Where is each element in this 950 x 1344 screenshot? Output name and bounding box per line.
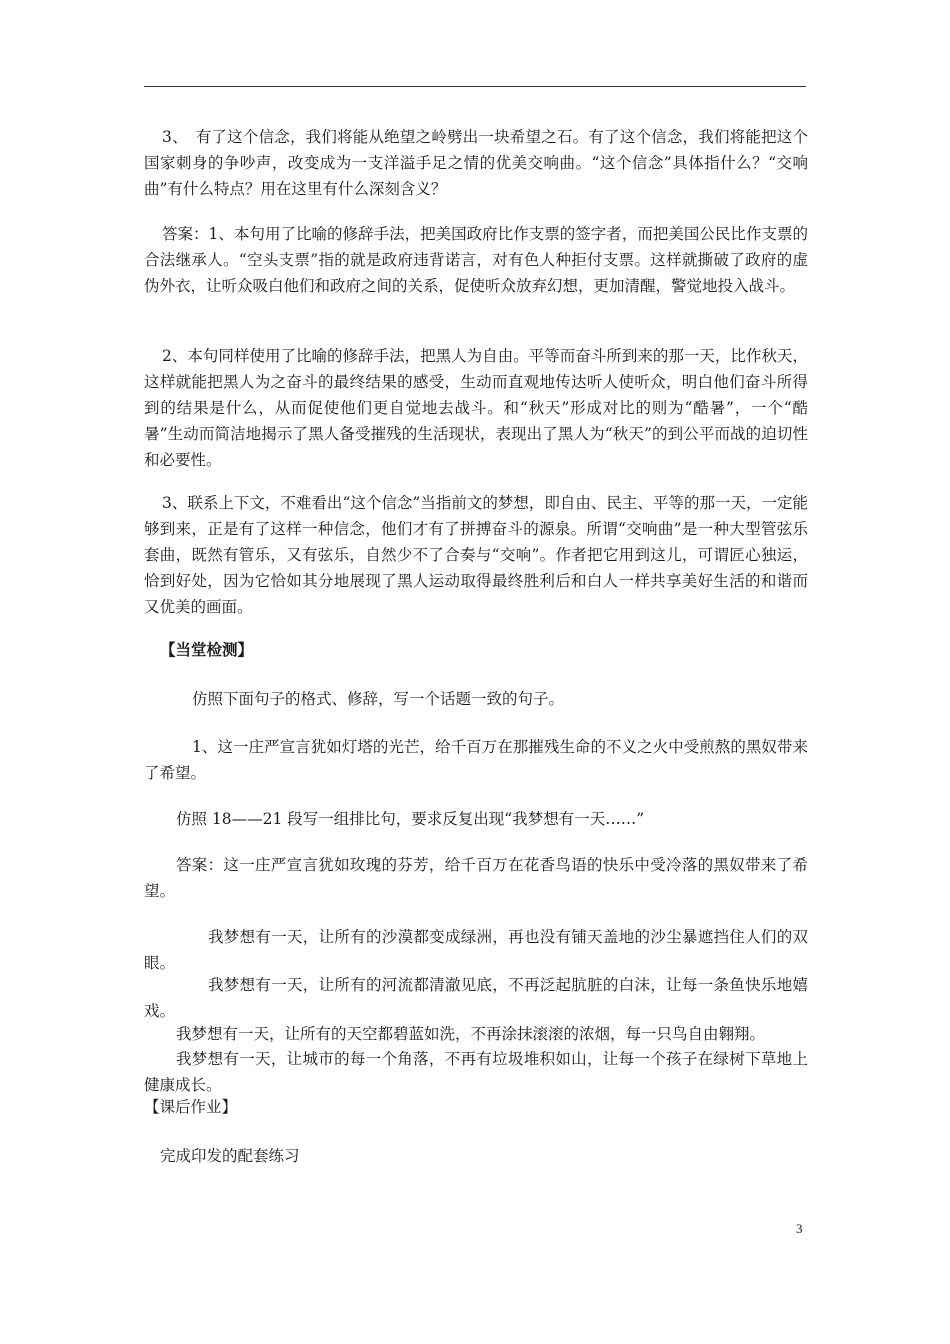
section-heading-check: 【当堂检测】 — [160, 640, 254, 659]
answer-sentence: 答案：这一庄严宣言犹如玫瑰的芬芳，给千百万在花香鸟语的快乐中受冷落的黑奴带来了希望。 — [144, 856, 808, 900]
homework-text: 完成印发的配套练习 — [160, 1147, 300, 1165]
example-sentence: 1、这一庄严宣言犹如灯塔的光芒，给千百万在那摧残生命的不义之火中受煎熬的黑奴带来了希望。 — [144, 738, 808, 782]
answer-1: 答案：1、本句用了比喻的修辞手法，把美国政府比作支票的签字者，而把美国公民比作支票的合法继承人。“空头支票”指的就是政府违背诺言，对有色人种拒付支票。这样就撕破了政府的虚伪外衣，让听众吸白他们和政府之间的关系，促使听众放弃幻想，更加清醒，警觉地投入战斗。 — [144, 225, 808, 295]
header-rule — [144, 86, 806, 87]
dream-sentence-1: 我梦想有一天，让所有的沙漠都变成绿洲，再也没有铺天盖地的沙尘暴遮挡住人们的双眼。 — [144, 928, 808, 972]
dream-sentence-2: 我梦想有一天，让所有的河流都清澈见底，不再泛起肮脏的白沫，让每一条鱼快乐地嬉戏。 — [144, 976, 808, 1020]
answer-3: 3、联系上下文，不难看出“这个信念”当指前文的梦想，即自由、民主、平等的那一天，一定能够到来，正是有了这样一种信念，他们才有了拼搏奋斗的源泉。所谓“交响曲”是一种大型管弦乐套曲，既然有管乐，又有弦乐，自然少不了合奏与“交响”。作者把它用到这儿，可谓匠心独运，恰到好处，因为它恰如其分地展现了黑人运动取得最终胜利后和白人一样共享美好生活的和谐而又优美的画面。 — [144, 494, 808, 616]
question-3: 3、 有了这个信念，我们将能从绝望之岭劈出一块希望之石。有了这个信念，我们将能把这个国家刺身的争吵声，改变成为一支洋溢手足之情的优美交响曲。“这个信念”具体指什么？“交响曲”有什么特点？用在这里有什么深刻含义？ — [144, 128, 808, 198]
dream-sentence-4: 我梦想有一天，让城市的每一个角落，不再有垃圾堆积如山，让每一个孩子在绿树下草地上健康成长。 — [144, 1050, 808, 1094]
instruction-imitate: 仿照下面句子的格式、修辞，写一个话题一致的句子。 — [192, 690, 565, 708]
answer-2: 2、本句同样使用了比喻的修辞手法，把黑人为自由。平等而奋斗所到来的那一天，比作秋天，这样就能把黑人为之奋斗的最终结果的感受，生动而直观地传达听人使听众，明白他们奋斗所得到的结果是什么，从而促使他们更自觉地去战斗。和“秋天”形成对比的则为“酷暑”，一个“酷暑”生动而简洁地揭示了黑人备受摧残的生活现状，表现出了黑人为“秋天”的到公平而战的迫切性和必要性。 — [144, 347, 808, 469]
section-heading-homework: 【课后作业】 — [144, 1098, 238, 1116]
instruction-parallelism: 仿照 18——21 段写一组排比句，要求反复出现“我梦想有一天……” — [176, 810, 645, 828]
page-number: 3 — [796, 1221, 803, 1236]
dream-sentence-3: 我梦想有一天，让所有的天空都碧蓝如洗，不再涂抹滚滚的浓烟，每一只鸟自由翱翔。 — [176, 1025, 766, 1043]
